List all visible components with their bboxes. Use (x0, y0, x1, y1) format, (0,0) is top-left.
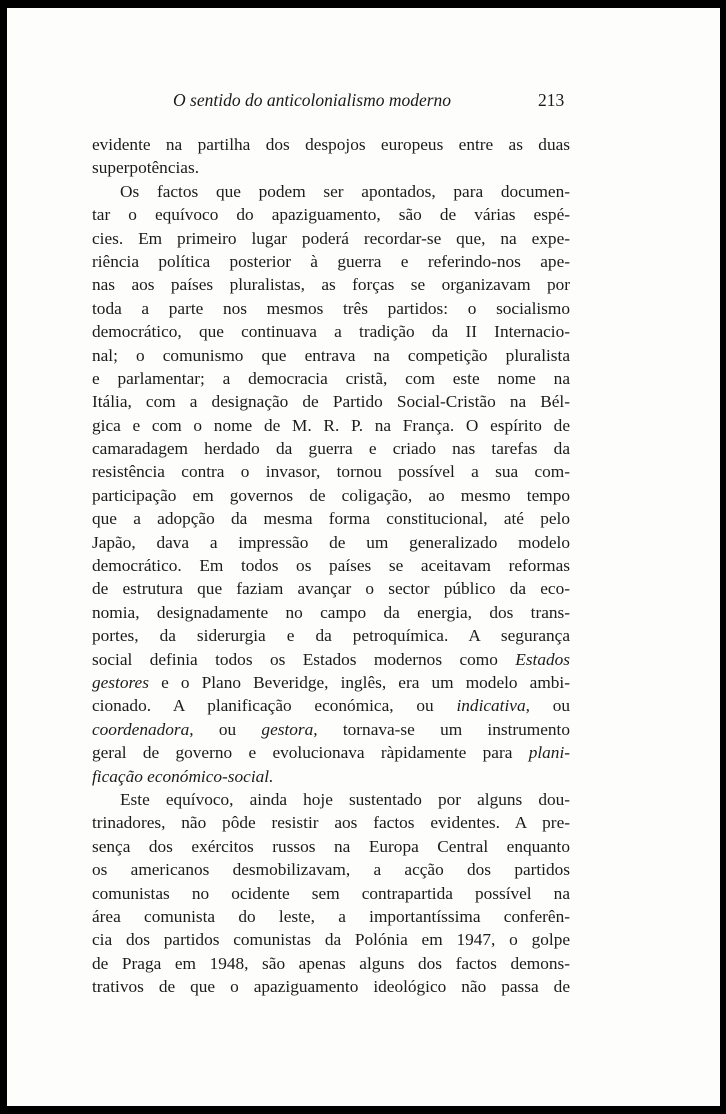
italic-text-segment: coordenadora, (92, 719, 194, 739)
text-line: Os factos que podem ser apontados, para documen- (120, 181, 570, 201)
italic-text-segment: gestores (92, 672, 149, 692)
text-line: nomia, designadamente no campo da energia, dos trans- (92, 602, 570, 622)
text-line (92, 765, 570, 788)
text-line: trativos de que o apaziguamento ideológico não passa de (92, 977, 570, 997)
italic-text-segment: Estados (515, 649, 570, 669)
text-segment: social definia todos os Estados modernos como (92, 649, 516, 669)
body-text (92, 133, 570, 998)
text-line: camaradagem herdado da guerra e criado nas tarefas da (92, 439, 570, 459)
text-line: sença dos exércitos russos na Europa Central enquanto (92, 836, 570, 856)
text-line: democrático. Em todos os países se aceitavam reformas (92, 556, 570, 576)
text-line: de estrutura que faziam avançar o sector público da eco- (92, 579, 570, 599)
text-segment: ou (193, 719, 262, 739)
text-line: nal; o comunismo que entrava na competição pluralista (92, 345, 570, 365)
text-line: cia dos partidos comunistas da Polónia em 1947, o golpe (92, 930, 570, 950)
text-line: toda a parte nos mesmos três partidos: o socialismo (92, 298, 570, 318)
text-line (92, 718, 570, 741)
text-line: Itália, com a designação de Partido Social-Cristão na Bél- (92, 392, 570, 412)
text-segment: e o Plano Beveridge, inglês, era um modelo ambi- (148, 672, 570, 692)
text-line: resistência contra o invasor, tornou possível a sua com- (92, 462, 570, 482)
italic-text-segment: gestora, (261, 719, 318, 739)
text-line (92, 671, 570, 694)
text-line: nas aos países pluralistas, as forças se organizavam por (92, 275, 570, 295)
text-line: Este equívoco, ainda hoje sustentado por alguns dou- (120, 789, 570, 809)
text-segment: geral de governo e evolucionava ràpidamente para (92, 743, 529, 763)
text-line: tar o equívoco do apaziguamento, são de várias espé- (92, 205, 570, 225)
italic-text-segment: ficação económico-social. (92, 766, 274, 786)
text-line: riência política posterior à guerra e referindo-nos ape- (92, 251, 570, 271)
text-line (92, 741, 570, 764)
running-title: O sentido do anticolonialismo moderno (173, 90, 452, 110)
text-line: cies. Em primeiro lugar poderá recordar-se que, na expe- (92, 228, 570, 248)
text-line: Japão, dava a impressão de um generalizado modelo (92, 532, 570, 552)
page-header (7, 90, 720, 116)
text-line: área comunista do leste, a importantíssima conferên- (92, 906, 570, 926)
text-line: comunistas no ocidente sem contrapartida possível na (92, 883, 570, 903)
text-line: participação em governos de coligação, ao mesmo tempo (92, 485, 570, 505)
italic-text-segment: indicativa, (456, 696, 530, 716)
text-line: gica e com o nome de M. R. P. na França. O espírito de (92, 415, 570, 435)
italic-text-segment: plani- (528, 743, 570, 763)
text-line (92, 694, 570, 717)
text-segment: cionado. A planificação económica, ou (92, 696, 457, 716)
text-segment: ou (529, 696, 571, 716)
page-number: 213 (538, 90, 565, 110)
text-line: trinadores, não pôde resistir aos factos evidentes. A pre- (92, 813, 570, 833)
text-line: os americanos desmobilizavam, a acção dos partidos (92, 860, 570, 880)
text-line: de Praga em 1948, são apenas alguns dos factos demons- (92, 953, 570, 973)
text-line: superpotências. (92, 158, 200, 178)
text-line: e parlamentar; a democracia cristã, com este nome na (92, 368, 570, 388)
text-line: portes, da siderurgia e da petroquímica. A segurança (92, 626, 570, 646)
text-segment: tornava-se um instrumento (317, 719, 570, 739)
text-line: democrático, que continuava a tradição da II Internacio- (92, 322, 570, 342)
text-line: evidente na partilha dos despojos europeus entre as duas (92, 135, 570, 154)
text-line (92, 648, 570, 671)
book-page (7, 8, 720, 1106)
text-line: que a adopção da mesma forma constitucional, até pelo (92, 509, 570, 529)
